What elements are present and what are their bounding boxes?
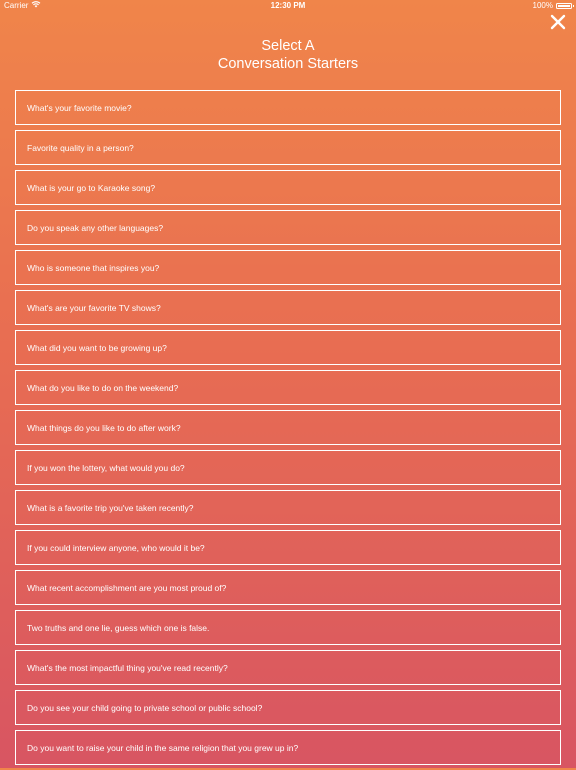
conversation-starter-label: What did you want to be growing up? — [27, 342, 167, 353]
close-icon — [548, 12, 568, 32]
conversation-starter-item[interactable] — [15, 410, 561, 445]
page-title-line2: Conversation Starters — [217, 56, 359, 72]
conversation-starter-label: What recent accomplishment are you most proud of? — [27, 582, 227, 593]
conversation-starter-label: What's are your favorite TV shows? — [27, 302, 161, 313]
conversation-starter-label: Two truths and one lie, guess which one is false. — [27, 622, 210, 633]
carrier-label: Carrier — [4, 1, 29, 10]
conversation-starter-label: Do you want to raise your child in the same religion that you grew up in? — [27, 742, 299, 753]
conversation-starter-label: If you could interview anyone, who would it be? — [27, 542, 205, 553]
status-time: 12:30 PM — [270, 1, 306, 10]
status-bar — [0, 0, 576, 12]
conversation-starter-label: Do you speak any other languages? — [27, 222, 164, 233]
conversation-starter-item[interactable] — [15, 330, 561, 365]
conversation-starter-item[interactable] — [15, 570, 561, 605]
conversation-starter-item[interactable] — [15, 490, 561, 525]
conversation-starter-item[interactable] — [15, 210, 561, 245]
conversation-starter-item[interactable] — [15, 650, 561, 685]
status-right — [533, 0, 572, 12]
conversation-starter-item[interactable] — [15, 90, 561, 125]
battery-icon — [556, 3, 572, 9]
conversation-starter-item[interactable] — [15, 730, 561, 765]
conversation-starter-label: What's the most impactful thing you've read recently? — [27, 662, 228, 673]
conversation-starter-label: If you won the lottery, what would you do? — [27, 462, 185, 473]
conversation-starter-item[interactable] — [15, 690, 561, 725]
battery-percent: 100% — [532, 1, 553, 10]
conversation-starter-item[interactable] — [15, 370, 561, 405]
page-title-line1: Select A — [261, 38, 315, 54]
conversation-starter-label: Who is someone that inspires you? — [27, 262, 160, 273]
conversation-starter-list — [15, 90, 561, 770]
conversation-starter-item[interactable] — [15, 290, 561, 325]
conversation-starter-label: Do you see your child going to private school or public school? — [27, 702, 263, 713]
conversation-starter-label: What is a favorite trip you've taken recently? — [27, 502, 194, 513]
page-title — [0, 37, 576, 73]
conversation-starter-item[interactable] — [15, 610, 561, 645]
conversation-starter-label: What do you like to do on the weekend? — [27, 382, 179, 393]
conversation-starter-label: What things do you like to do after work? — [27, 422, 181, 433]
conversation-starter-item[interactable] — [15, 450, 561, 485]
conversation-starter-item[interactable] — [15, 530, 561, 565]
conversation-starter-item[interactable] — [15, 130, 561, 165]
conversation-starter-item[interactable] — [15, 170, 561, 205]
close-button[interactable] — [548, 12, 568, 32]
conversation-starter-label: What is your go to Karaoke song? — [27, 182, 156, 193]
conversation-starter-item[interactable] — [15, 250, 561, 285]
conversation-starter-label: What's your favorite movie? — [27, 102, 132, 113]
conversation-starter-label: Favorite quality in a person? — [27, 142, 134, 153]
